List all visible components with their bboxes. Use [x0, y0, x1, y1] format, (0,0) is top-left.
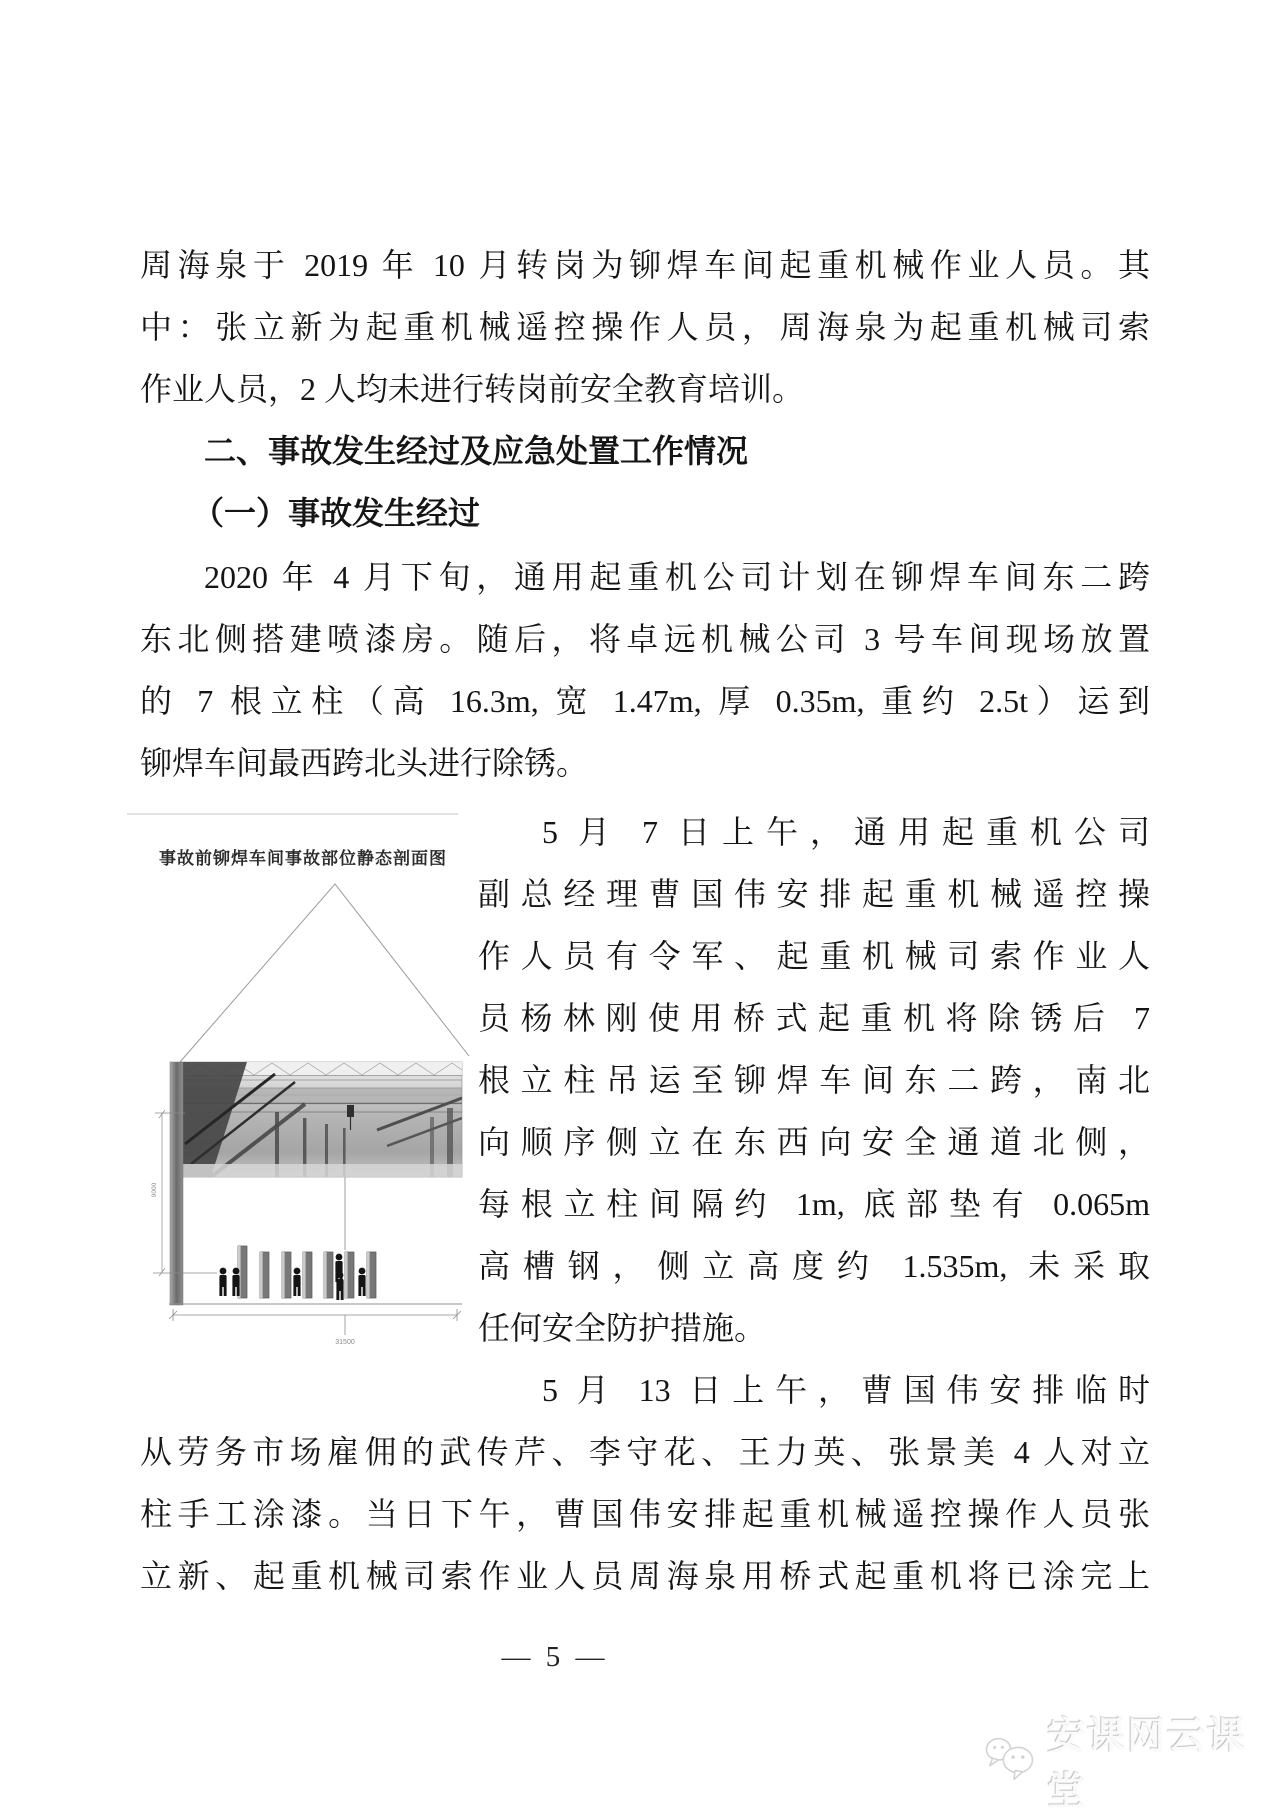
workshop-photo [182, 1062, 462, 1177]
standing-columns [238, 1246, 376, 1298]
text-line: 周海泉于 2019 年 10 月转岗为铆焊车间起重机械作业人员。其 [140, 247, 1150, 283]
workshop-section-figure [125, 812, 470, 1372]
text-line: 东北侧搭建喷漆房。随后，将卓远机械公司 3 号车间现场放置 [140, 621, 1150, 657]
watermark-text: 安课网云课堂 [1047, 1716, 1248, 1810]
continuation-paragraph [140, 234, 1150, 420]
text-line: 铆焊车间最西跨北头进行除锈。 [140, 745, 589, 781]
text-line: 员杨林刚使用桥式起重机将除锈后 7 [478, 1000, 1150, 1036]
text-line: 立新、起重机械司索作业人员周海泉用桥式起重机将已涂完上 [140, 1558, 1150, 1594]
text-line: 高槽钢，侧立高度约 1.535m, 未采取 [478, 1248, 1150, 1284]
text-line: 中：张立新为起重机械遥控操作人员，周海泉为起重机械司索 [140, 309, 1150, 345]
workshop-section-diagram [125, 812, 470, 1372]
paragraph-may7 [478, 801, 1150, 1421]
text-line: 副总经理曹国伟安排起重机械遥控操 [478, 876, 1150, 912]
roof-outline [180, 884, 469, 1062]
width-dimension-label: 31500 [335, 1339, 355, 1346]
text-line: 每根立柱间隔约 1m, 底部垫有 0.065m [478, 1186, 1150, 1222]
watermark [983, 1716, 1280, 1810]
text-line: 5 月 7 日上午，通用起重机公司 [542, 814, 1150, 850]
text-line: 2020 年 4 月下旬，通用起重机公司计划在铆焊车间东二跨 [204, 559, 1150, 595]
figure-caption: 事故前铆焊车间事故部位静态剖面图 [159, 849, 447, 868]
text-line: 作业人员，2 人均未进行转岗前安全教育培训。 [140, 371, 805, 407]
wall-column [170, 1062, 183, 1305]
text-line: 作人员有令军、起重机械司索作业人 [478, 938, 1150, 974]
section-heading: 二、事故发生经过及应急处置工作情况 [204, 433, 749, 469]
subsection-heading: （一）事故发生经过 [192, 495, 481, 531]
chat-bubbles-icon [983, 1736, 1039, 1784]
width-dimension [169, 1309, 461, 1335]
text-line: 任何安全防护措施。 [478, 1310, 767, 1346]
text-line: 从劳务市场雇佣的武传芹、李守花、王力英、张景美 4 人对立 [140, 1434, 1150, 1470]
paragraph-april [140, 546, 1150, 794]
text-line: 向顺序侧立在东西向安全通道北侧， [478, 1124, 1150, 1160]
text-line: 根立柱吊运至铆焊车间东二跨，南北 [478, 1062, 1150, 1098]
height-dimension-label: 9000 [151, 1182, 158, 1198]
text-line: 柱手工涂漆。当日下午，曹国伟安排起重机械遥控操作人员张 [140, 1496, 1150, 1532]
subsection-heading-block [140, 482, 1150, 544]
page-number: — 5 — [501, 1641, 609, 1673]
text-line: 5 月 13 日上午，曹国伟安排临时 [542, 1372, 1150, 1408]
section-heading-block [140, 420, 1150, 482]
paragraph-may13-full [140, 1421, 1150, 1607]
text-line: 的 7 根立柱（高 16.3m, 宽 1.47m, 厚 0.35m, 重约 2.5t）运到 [140, 683, 1150, 719]
